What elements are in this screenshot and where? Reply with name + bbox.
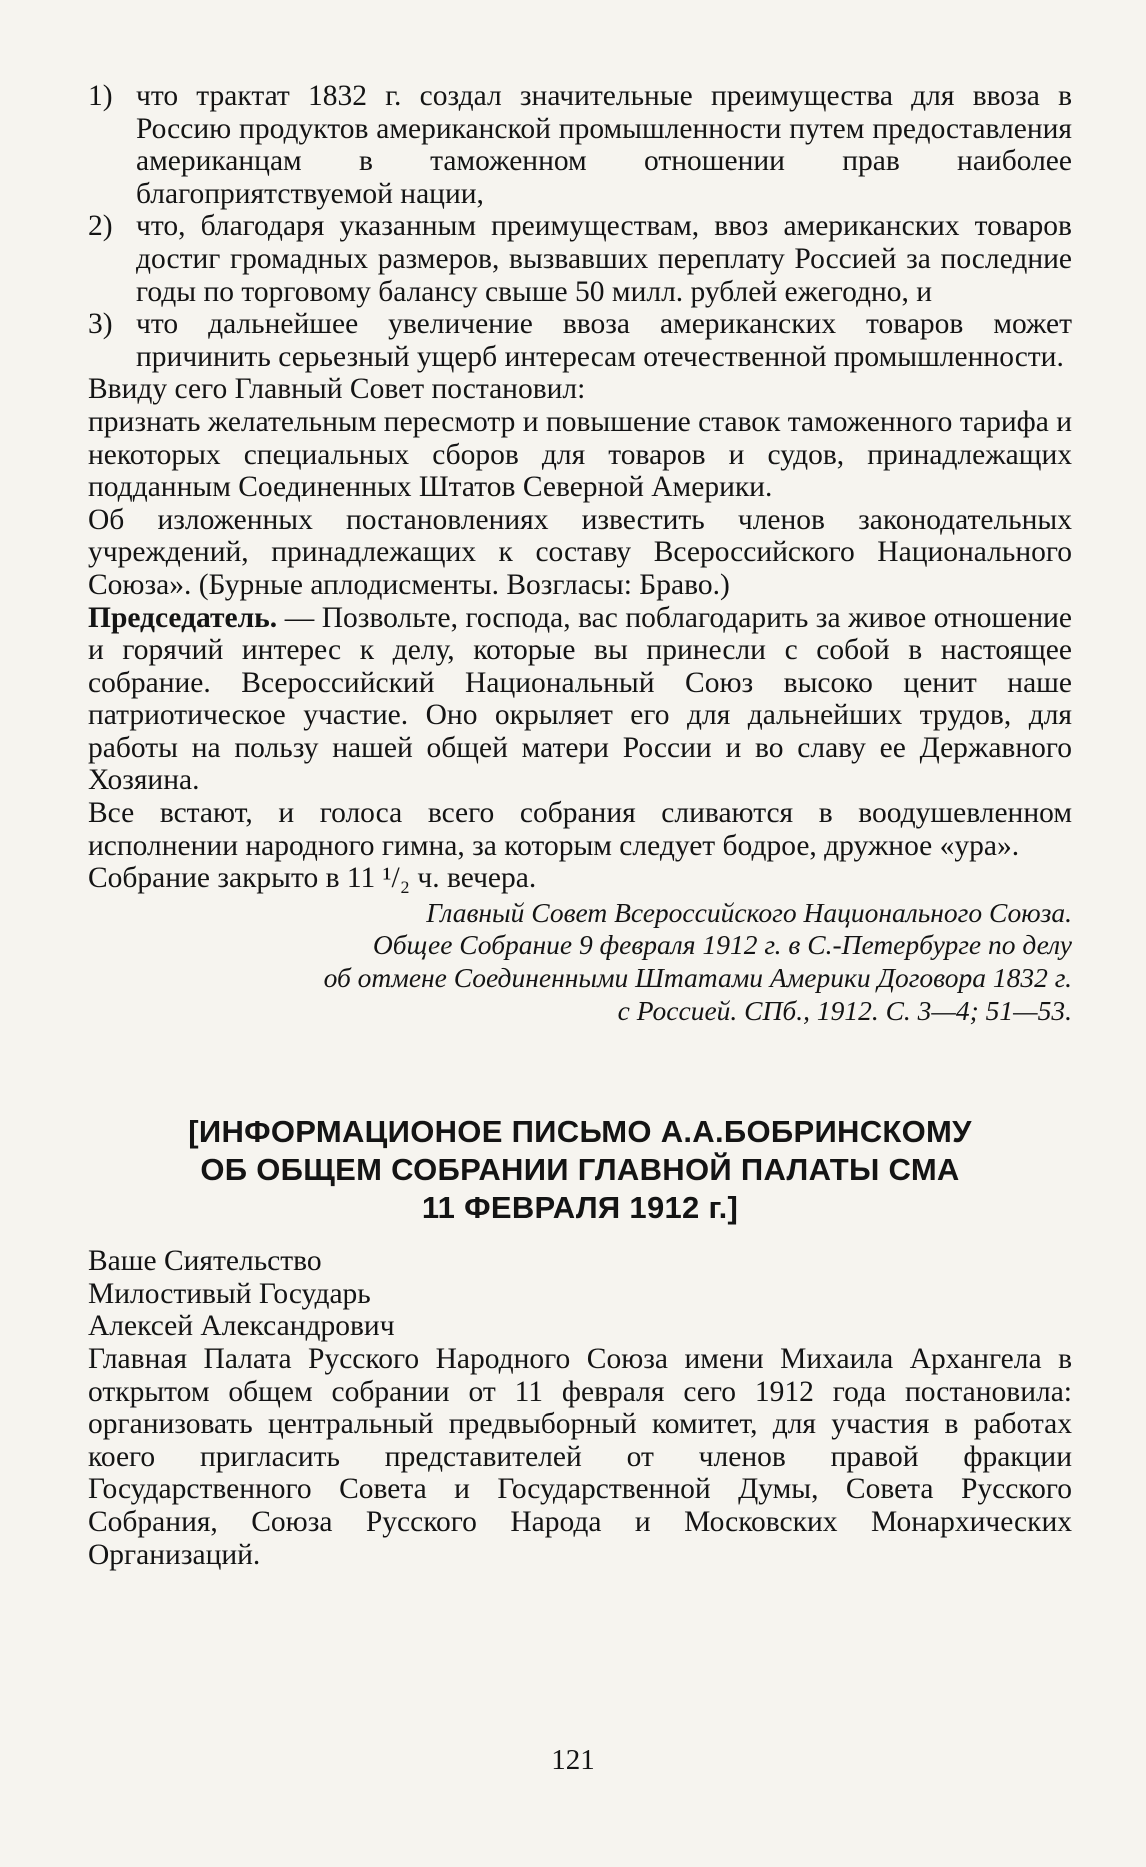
numbered-list [88, 80, 1072, 373]
paragraph-chairman-speech [88, 602, 1072, 798]
salutation-line: Ваше Сиятельство [88, 1245, 322, 1278]
heading-line: [ИНФОРМАЦИОНОЕ ПИСЬМО А.А.БОБРИНСКОМУ [188, 1114, 972, 1150]
page-number: 121 [551, 1744, 595, 1776]
list-item-text: что, благодаря указанным преимуществам, ввоз американских товаров достиг громадных размеров, вызвавших переплату Россией за последние годы по торговому балансу свыше 50 милл. рублей ежегодно, и [136, 210, 1072, 308]
paragraph-letter-body: Главная Палата Русского Народного Союза имени Михаила Архангела в открытом общем собрании от 11 февраля сего 1912 года постановила: организовать центральный предвыборный комитет, для участия в работах коего пригласить представителей от членов правой фракции Государственного Совета и Государственной Думы, Совета Русского Собрания, Союза Русского Народа и Московских Монархических Организаций. [88, 1343, 1072, 1571]
source-citation [88, 897, 1072, 1027]
letter-salutation [88, 1245, 1072, 1343]
paragraph-resolution: признать желательным пересмотр и повышение ставок таможенного тарифа и некоторых специальных сборов для товаров и судов, принадлежащих подданным Соединенных Штатов Северной Америки. [88, 405, 1072, 504]
heading-line: 11 ФЕВРАЛЯ 1912 г.] [421, 1190, 739, 1226]
citation-line: с Россией. СПб., 1912. С. 3—4; 51—53. [617, 994, 1072, 1026]
paragraph-notification: Об изложенных постановлениях известить членов законодательных учреждений, принадлежащих к составу Всероссийского Национального Союза». (Бурные аплодисменты. Возгласы: Браво.) [88, 503, 1072, 601]
speech-text: — Позвольте, господа, вас поблагодарить за живое отношение и горячий интерес к делу, которые вы принесли с собой в настоящее собрание. Всероссийский Национальный Союз высоко ценит наше патриотическое участие. Оно окрыляет его для дальнейших трудов, для работы на пользу нашей общей матери России и во славу ее Державного Хозяина. [88, 601, 1072, 797]
heading-line: ОБ ОБЩЕМ СОБРАНИИ ГЛАВНОЙ ПАЛАТЫ СМА [200, 1152, 960, 1188]
paragraph-resolution-intro: Ввиду сего Главный Совет постановил: [88, 373, 586, 406]
section-heading [88, 1113, 1072, 1227]
citation-line: об отмене Соединенными Штатами Америки Договора 1832 г. [323, 962, 1072, 994]
list-item-number: 1) [88, 80, 113, 112]
list-item [88, 80, 1072, 210]
list-item [88, 210, 1072, 308]
list-item-text: что дальнейшее увеличение ввоза американских товаров может причинить серьезный ущерб интересам отечественной промышленности. [136, 308, 1072, 373]
speaker-label: Председатель. [88, 601, 278, 634]
salutation-line: Милостивый Государь [88, 1277, 371, 1310]
list-item-number: 3) [88, 308, 113, 341]
paragraph-anthem: Все встают, и голоса всего собрания сливаются в воодушевленном исполнении народного гимна, за которым следует бодрое, дружное «ура». [88, 797, 1072, 862]
list-item-text: что трактат 1832 г. создал значительные преимущества для ввоза в Россию продуктов американской промышленности путем предоставления американцам в таможенном отношении прав наиболее благоприятствуемой нации, [136, 80, 1072, 210]
citation-line: Главный Совет Всероссийского Национального Союза. [426, 896, 1072, 928]
citation-line: Общее Собрание 9 февраля 1912 г. в С.-Петербурге по делу [372, 929, 1072, 961]
salutation-line: Алексей Александрович [88, 1310, 395, 1343]
list-item-number: 2) [88, 210, 113, 243]
paragraph-closing: Собрание закрыто в 11 ¹/₂ ч. вечера. [88, 862, 537, 895]
list-item [88, 308, 1072, 373]
